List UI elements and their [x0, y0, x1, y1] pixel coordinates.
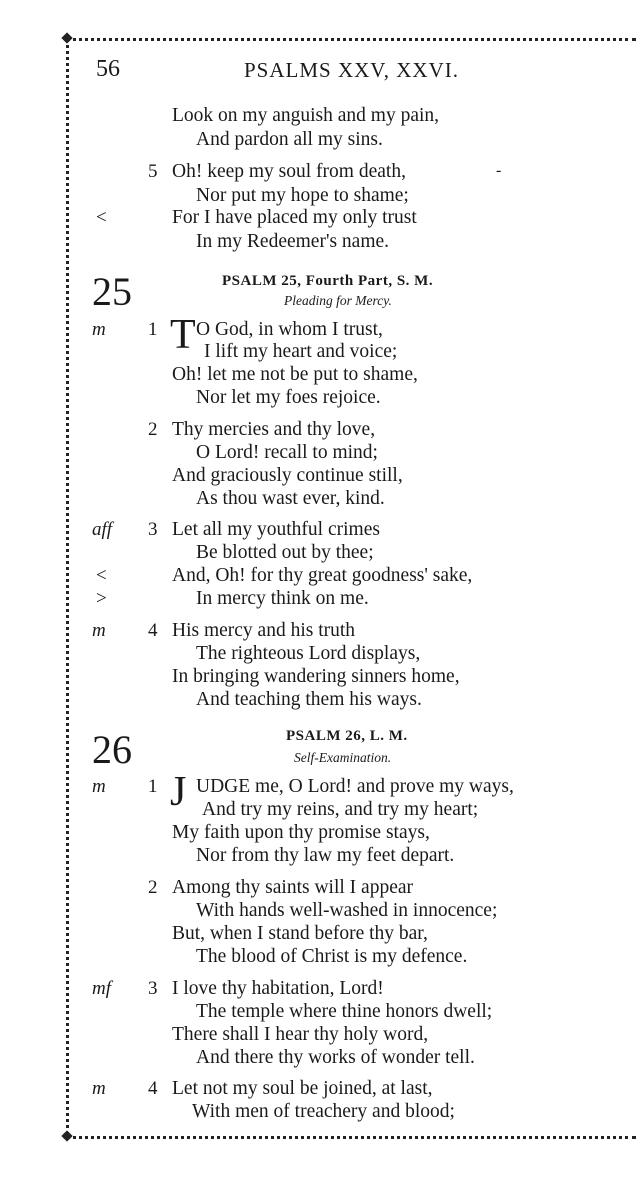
verse-line: The righteous Lord displays,	[196, 643, 421, 664]
psalm-number: 25	[92, 269, 132, 314]
verse-number: 2	[148, 877, 158, 898]
verse-line: O Lord! recall to mind;	[196, 442, 378, 463]
verse-line: Nor put my hope to shame;	[196, 185, 409, 206]
verse-line: In bringing wandering sinners home,	[172, 666, 460, 687]
verse-line: Be blotted out by thee;	[196, 542, 374, 563]
dynamic-mark: m	[92, 620, 106, 641]
drop-cap: J	[170, 769, 187, 815]
verse-line: I love thy habitation, Lord!	[172, 978, 384, 999]
page-number: 56	[96, 56, 120, 82]
verse-line: Nor let my foes rejoice.	[196, 387, 381, 408]
verse-line: But, when I stand before thy bar,	[172, 923, 428, 944]
margin-dash: -	[496, 162, 502, 179]
verse-line: I lift my heart and voice;	[204, 341, 398, 362]
dynamic-mark: m	[92, 776, 106, 797]
verse-number: 5	[148, 161, 158, 182]
verse-line: Oh! let me not be put to shame,	[172, 364, 418, 385]
verse-line: And graciously continue still,	[172, 465, 403, 486]
verse-line: As thou wast ever, kind.	[196, 488, 385, 509]
verse-line: With men of treachery and blood;	[192, 1101, 455, 1122]
corner-ornament-icon	[61, 1130, 72, 1141]
verse-line: With hands well-washed in innocence;	[196, 900, 498, 921]
verse-line: And teaching them his ways.	[196, 689, 422, 710]
bottom-border-rule	[66, 1136, 636, 1139]
verse-line: The blood of Christ is my defence.	[196, 946, 468, 967]
verse-line: And try my reins, and try my heart;	[202, 799, 479, 820]
verse-line: Thy mercies and thy love,	[172, 419, 376, 440]
verse-number: 2	[148, 419, 158, 440]
verse-line: For I have placed my only trust	[172, 207, 417, 228]
verse-number: 1	[148, 319, 158, 340]
psalm-subtitle: Self-Examination.	[294, 750, 392, 765]
verse-line: Let not my soul be joined, at last,	[172, 1078, 433, 1099]
verse-line: O God, in whom I trust,	[196, 319, 383, 340]
corner-ornament-icon	[61, 32, 72, 43]
verse-line: There shall I hear thy holy word,	[172, 1024, 429, 1045]
verse-number: 3	[148, 978, 158, 999]
dynamic-mark: aff	[92, 519, 113, 540]
running-title: PSALMS XXV, XXVI.	[244, 58, 459, 82]
verse-line: Nor from thy law my feet depart.	[196, 845, 455, 866]
verse-line: His mercy and his truth	[172, 620, 356, 641]
verse-number: 3	[148, 519, 158, 540]
psalm-heading: PSALM 26, L. M.	[286, 728, 408, 744]
verse-line: Look on my anguish and my pain,	[172, 105, 440, 126]
left-border-rule	[66, 38, 69, 1136]
verse-line: And pardon all my sins.	[196, 129, 383, 150]
verse-line: Let all my youthful crimes	[172, 519, 380, 540]
verse-line: Oh! keep my soul from death,	[172, 161, 406, 182]
verse-line: And there thy works of wonder tell.	[196, 1047, 475, 1068]
dynamic-mark: <	[96, 565, 107, 586]
verse-number: 1	[148, 776, 158, 797]
dynamic-mark: mf	[92, 978, 111, 999]
psalm-heading: PSALM 25, Fourth Part, S. M.	[222, 273, 434, 289]
verse-line: My faith upon thy promise stays,	[172, 822, 430, 843]
verse-line: In mercy think on me.	[196, 588, 369, 609]
dynamic-mark: >	[96, 588, 107, 609]
running-head	[0, 56, 640, 86]
verse-line: The temple where thine honors dwell;	[196, 1001, 493, 1022]
verse-line: And, Oh! for thy great goodness' sake,	[172, 565, 473, 586]
psalm-subtitle: Pleading for Mercy.	[284, 293, 392, 308]
verse-line: In my Redeemer's name.	[196, 231, 390, 252]
top-border-rule	[66, 38, 636, 41]
drop-cap: T	[170, 312, 196, 358]
dynamic-mark: <	[96, 207, 107, 228]
dynamic-mark: m	[92, 319, 106, 340]
psalm-number: 26	[92, 727, 132, 772]
verse-number: 4	[148, 620, 158, 641]
verse-line: UDGE me, O Lord! and prove my ways,	[196, 776, 514, 797]
verse-number: 4	[148, 1078, 158, 1099]
verse-line: Among thy saints will I appear	[172, 877, 413, 898]
dynamic-mark: m	[92, 1078, 106, 1099]
